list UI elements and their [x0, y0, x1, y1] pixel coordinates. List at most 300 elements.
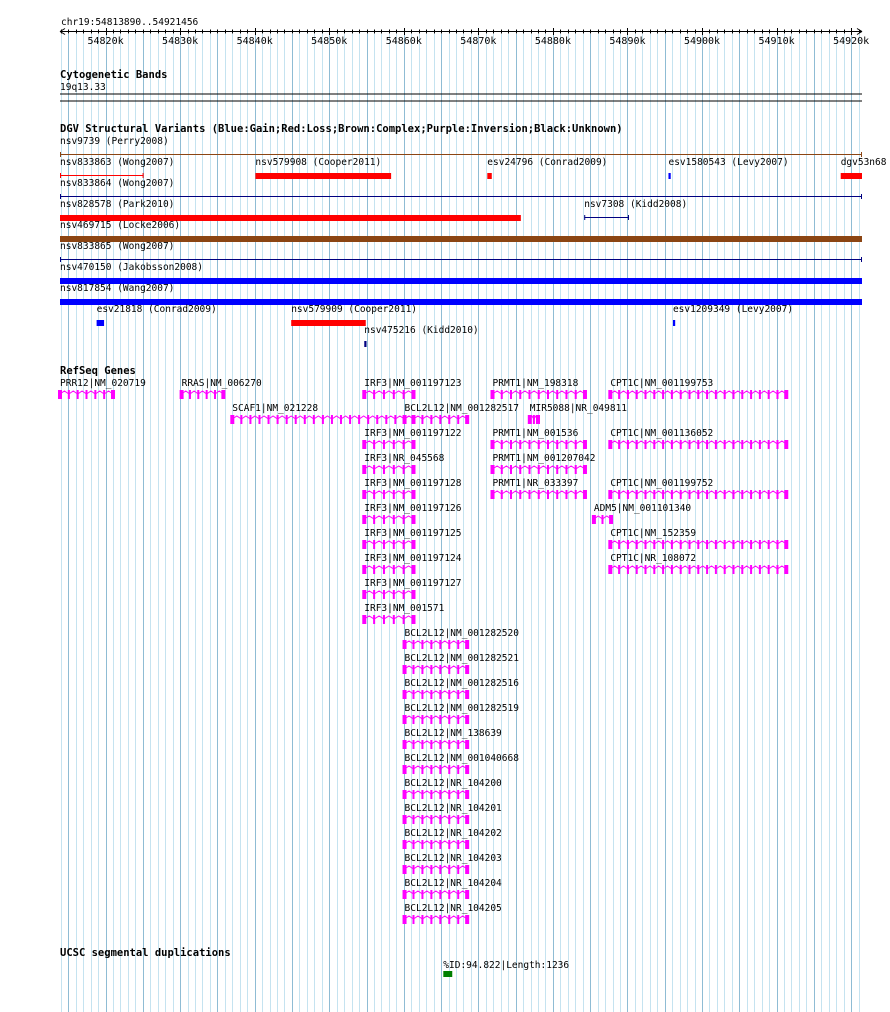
refseq-exon	[671, 440, 673, 449]
dgv-feature-bar	[291, 320, 366, 326]
refseq-exon	[465, 865, 469, 874]
refseq-exon	[448, 765, 450, 774]
refseq-exon	[491, 465, 495, 474]
refseq-exon	[362, 565, 366, 574]
dgv-feature-label: dgv53n68	[840, 157, 887, 168]
refseq-exon	[465, 640, 469, 649]
refseq-exon	[636, 490, 638, 499]
refseq-exon	[627, 390, 629, 399]
refseq-exon	[430, 415, 432, 424]
refseq-exon	[430, 890, 432, 899]
refseq-exon	[362, 440, 366, 449]
refseq-intron	[364, 566, 413, 569]
refseq-exon	[706, 565, 708, 574]
refseq-exon	[393, 565, 395, 574]
refseq-exon	[671, 540, 673, 549]
refseq-exon	[362, 590, 366, 599]
refseq-exon	[448, 640, 450, 649]
refseq-gene[interactable]	[491, 478, 587, 499]
refseq-exon	[510, 390, 512, 399]
refseq-exon	[189, 390, 191, 399]
refseq-exon	[373, 615, 375, 624]
refseq-exon	[373, 440, 375, 449]
refseq-exon	[383, 390, 385, 399]
dgv-feature-cap	[584, 215, 585, 220]
refseq-exon	[608, 440, 612, 449]
refseq-gene[interactable]	[362, 428, 461, 449]
refseq-exon	[439, 840, 441, 849]
refseq-exon	[608, 565, 612, 574]
refseq-exon	[448, 915, 450, 924]
refseq-exon	[439, 715, 441, 724]
refseq-exon	[556, 440, 558, 449]
refseq-exon	[448, 790, 450, 799]
refseq-exon	[645, 440, 647, 449]
refseq-gene[interactable]	[362, 453, 444, 474]
refseq-exon	[510, 440, 512, 449]
refseq-exon	[724, 540, 726, 549]
refseq-gene-label: IRF3|NM_001197128	[364, 478, 462, 489]
refseq-gene[interactable]	[403, 728, 503, 749]
refseq-exon	[627, 490, 629, 499]
refseq-exon	[412, 915, 414, 924]
segdup-feature[interactable]	[443, 960, 569, 977]
refseq-exon	[373, 515, 375, 524]
refseq-exon	[313, 415, 315, 424]
refseq-exon	[741, 540, 743, 549]
refseq-gene[interactable]	[362, 478, 462, 499]
refseq-exon	[403, 665, 407, 674]
refseq-exon	[662, 440, 664, 449]
refseq-exon	[430, 765, 432, 774]
refseq-exon	[411, 440, 415, 449]
refseq-exon	[439, 815, 441, 824]
refseq-intron	[364, 491, 413, 494]
refseq-exon	[741, 440, 743, 449]
refseq-exon	[618, 390, 620, 399]
refseq-gene[interactable]	[362, 553, 462, 574]
dgv-feature-label: nsv828578 (Park2010)	[60, 199, 175, 210]
refseq-gene[interactable]	[362, 378, 461, 399]
refseq-gene-label: IRF3|NM_001197122	[364, 428, 462, 439]
refseq-gene-label: RRAS|NM_006270	[181, 378, 262, 389]
refseq-exon	[465, 765, 469, 774]
refseq-gene[interactable]	[362, 528, 461, 549]
refseq-gene-label: IRF3|NM_001197123	[364, 378, 462, 389]
refseq-exon	[636, 440, 638, 449]
refseq-gene[interactable]	[403, 778, 503, 799]
dgv-feature-bar	[97, 320, 104, 326]
refseq-exon	[768, 490, 770, 499]
refseq-exon	[362, 540, 366, 549]
dgv-feature-label: nsv579909 (Cooper2011)	[291, 304, 418, 315]
refseq-gene-label: BCL2L12|NM_138639	[404, 728, 502, 739]
refseq-gene-label: IRF3|NR_045568	[364, 453, 445, 464]
refseq-exon	[465, 740, 469, 749]
refseq-exon	[784, 540, 788, 549]
refseq-exon	[430, 840, 432, 849]
refseq-exon	[519, 465, 521, 474]
refseq-exon	[457, 690, 459, 699]
refseq-gene-label: PRR12|NM_020719	[60, 378, 146, 389]
dgv-feature-line	[60, 196, 862, 197]
refseq-exon	[565, 490, 567, 499]
refseq-exon	[697, 540, 699, 549]
refseq-exon	[724, 565, 726, 574]
refseq-exon	[457, 890, 459, 899]
refseq-exon	[412, 865, 414, 874]
refseq-exon	[393, 515, 395, 524]
refseq-exon	[784, 390, 788, 399]
refseq-exon	[403, 515, 405, 524]
refseq-exon	[501, 390, 503, 399]
refseq-exon	[671, 390, 673, 399]
refseq-exon	[58, 390, 62, 399]
dgv-feature-label: nsv833863 (Wong2007)	[60, 157, 175, 168]
refseq-exon	[385, 415, 387, 424]
refseq-exon	[421, 690, 423, 699]
refseq-exon	[197, 390, 199, 399]
refseq-track	[58, 378, 788, 924]
refseq-exon	[784, 565, 788, 574]
refseq-exon	[86, 390, 88, 399]
ruler-tick-label: 54820k	[87, 36, 124, 47]
refseq-gene-label: BCL2L12|NM_001282520	[404, 628, 519, 639]
refseq-exon	[403, 540, 405, 549]
refseq-exon	[412, 765, 414, 774]
refseq-exon	[448, 665, 450, 674]
dgv-feature-line	[60, 175, 144, 176]
refseq-exon	[759, 540, 761, 549]
refseq-exon	[491, 490, 495, 499]
refseq-exon	[403, 765, 407, 774]
refseq-exon	[706, 390, 708, 399]
refseq-exon	[724, 390, 726, 399]
refseq-gene[interactable]	[362, 578, 461, 599]
refseq-gene-label: BCL2L12|NR_104201	[404, 803, 502, 814]
refseq-exon	[715, 440, 717, 449]
refseq-exon	[538, 465, 540, 474]
refseq-exon	[741, 490, 743, 499]
refseq-exon	[430, 865, 432, 874]
refseq-exon	[403, 790, 407, 799]
refseq-exon	[411, 515, 415, 524]
refseq-exon	[448, 715, 450, 724]
refseq-exon	[750, 440, 752, 449]
refseq-exon	[706, 440, 708, 449]
dgv-feature-bar	[673, 320, 675, 326]
dgv-feature[interactable]	[291, 304, 417, 326]
refseq-exon	[383, 590, 385, 599]
dgv-feature-label: nsv833864 (Wong2007)	[60, 178, 175, 189]
ruler-tick-label: 54860k	[385, 36, 422, 47]
refseq-exon	[465, 690, 469, 699]
segdup-track	[443, 960, 569, 977]
refseq-gene-label: SCAF1|NM_021228	[232, 403, 319, 414]
dgv-feature[interactable]	[60, 157, 174, 178]
refseq-exon	[457, 640, 459, 649]
refseq-exon	[565, 465, 567, 474]
refseq-exon	[403, 740, 407, 749]
refseq-exon	[403, 915, 407, 924]
refseq-exon	[536, 415, 540, 424]
refseq-exon	[430, 690, 432, 699]
refseq-exon	[680, 490, 682, 499]
dgv-feature-label: nsv470150 (Jakobsson2008)	[60, 262, 203, 273]
dgv-feature-cap	[861, 194, 862, 199]
dgv-feature-bar	[668, 173, 670, 179]
refseq-exon	[636, 565, 638, 574]
refseq-exon	[457, 765, 459, 774]
refseq-exon	[724, 440, 726, 449]
refseq-exon	[362, 615, 366, 624]
refseq-gene[interactable]	[491, 453, 596, 474]
refseq-exon	[430, 640, 432, 649]
refseq-exon	[403, 390, 405, 399]
refseq-exon	[403, 415, 407, 424]
refseq-exon	[662, 390, 664, 399]
refseq-exon	[538, 390, 540, 399]
refseq-exon	[393, 440, 395, 449]
refseq-exon	[741, 390, 743, 399]
refseq-gene[interactable]	[403, 878, 503, 899]
refseq-gene[interactable]	[403, 803, 503, 824]
refseq-exon	[724, 490, 726, 499]
refseq-exon	[403, 840, 407, 849]
refseq-exon	[618, 440, 620, 449]
refseq-exon	[653, 565, 655, 574]
refseq-intron	[364, 616, 413, 619]
refseq-exon	[403, 640, 407, 649]
ruler-tick-label: 54850k	[311, 36, 348, 47]
refseq-exon	[430, 740, 432, 749]
refseq-exon	[575, 490, 577, 499]
refseq-exon	[411, 565, 415, 574]
refseq-exon	[636, 540, 638, 549]
refseq-exon	[362, 465, 366, 474]
dgv-feature[interactable]	[668, 157, 788, 179]
refseq-exon	[68, 390, 70, 399]
refseq-gene-label: BCL2L12|NM_001282519	[404, 703, 519, 714]
refseq-exon	[403, 465, 405, 474]
refseq-gene-label: BCL2L12|NM_001040668	[404, 753, 519, 764]
refseq-exon	[653, 540, 655, 549]
refseq-exon	[383, 515, 385, 524]
refseq-exon	[403, 590, 405, 599]
refseq-gene[interactable]	[592, 503, 692, 524]
refseq-exon	[373, 590, 375, 599]
ruler-tick-label: 54920k	[833, 36, 870, 47]
refseq-exon	[750, 390, 752, 399]
refseq-exon	[528, 415, 532, 424]
refseq-exon	[653, 440, 655, 449]
refseq-exon	[547, 390, 549, 399]
refseq-exon	[653, 390, 655, 399]
refseq-exon	[421, 840, 423, 849]
refseq-exon	[715, 490, 717, 499]
refseq-gene-label: IRF3|NM_001197125	[364, 528, 462, 539]
refseq-exon	[662, 490, 664, 499]
refseq-exon	[732, 390, 734, 399]
refseq-gene-label: BCL2L12|NR_104202	[404, 828, 502, 839]
refseq-exon	[528, 490, 530, 499]
ruler-tick-label: 54880k	[534, 36, 571, 47]
refseq-exon	[421, 740, 423, 749]
refseq-exon	[776, 540, 778, 549]
refseq-gene-label: PRMT1|NR_033397	[492, 478, 579, 489]
refseq-gene[interactable]	[362, 503, 462, 524]
refseq-exon	[538, 440, 540, 449]
refseq-exon	[430, 665, 432, 674]
refseq-intron	[364, 466, 413, 469]
refseq-exon	[412, 715, 414, 724]
dgv-feature-bar	[60, 278, 862, 284]
refseq-exon	[322, 415, 324, 424]
refseq-gene-label: PRMT1|NM_198318	[492, 378, 579, 389]
refseq-exon	[412, 640, 414, 649]
refseq-exon	[214, 390, 216, 399]
refseq-exon	[439, 415, 441, 424]
ruler-tick-label: 54870k	[460, 36, 497, 47]
refseq-exon	[465, 790, 469, 799]
refseq-exon	[411, 490, 415, 499]
dgv-feature[interactable]	[60, 199, 521, 221]
dgv-feature-line	[584, 217, 629, 218]
refseq-exon	[439, 640, 441, 649]
refseq-exon	[759, 490, 761, 499]
refseq-exon	[750, 565, 752, 574]
dgv-feature-label: nsv7308 (Kidd2008)	[584, 199, 688, 210]
refseq-exon	[501, 440, 503, 449]
refseq-exon	[448, 690, 450, 699]
refseq-exon	[373, 540, 375, 549]
refseq-exon	[412, 790, 414, 799]
refseq-exon	[510, 490, 512, 499]
dgv-feature[interactable]	[97, 304, 217, 326]
dgv-feature-label: nsv475216 (Kidd2010)	[364, 325, 479, 336]
refseq-intron	[364, 591, 413, 594]
refseq-exon	[601, 515, 603, 524]
refseq-gene[interactable]	[362, 603, 444, 624]
refseq-exon	[575, 440, 577, 449]
refseq-exon	[689, 440, 691, 449]
refseq-exon	[421, 765, 423, 774]
refseq-exon	[732, 440, 734, 449]
refseq-exon	[689, 540, 691, 549]
refseq-exon	[393, 465, 395, 474]
refseq-exon	[403, 565, 405, 574]
refseq-gene-label: IRF3|NM_001197127	[364, 578, 462, 589]
ruler-tick-label: 54900k	[683, 36, 721, 47]
refseq-exon	[373, 565, 375, 574]
refseq-exon	[421, 815, 423, 824]
refseq-exon	[457, 740, 459, 749]
refseq-gene[interactable]	[491, 428, 587, 449]
refseq-exon	[383, 465, 385, 474]
refseq-exon	[403, 865, 407, 874]
refseq-exon	[340, 415, 342, 424]
dgv-feature[interactable]	[255, 157, 391, 179]
refseq-exon	[457, 840, 459, 849]
refseq-exon	[421, 915, 423, 924]
dgv-feature-label: esv1209349 (Levy2007)	[672, 304, 794, 315]
refseq-exon	[465, 815, 469, 824]
refseq-exon	[608, 390, 612, 399]
refseq-exon	[533, 415, 535, 424]
dgv-feature[interactable]	[673, 304, 793, 326]
refseq-exon	[430, 790, 432, 799]
refseq-exon	[403, 815, 407, 824]
refseq-exon	[421, 715, 423, 724]
refseq-exon	[750, 490, 752, 499]
refseq-exon	[556, 490, 558, 499]
dgv-feature-bar	[487, 173, 491, 179]
dgv-feature[interactable]	[841, 157, 887, 179]
refseq-exon	[277, 415, 279, 424]
refseq-exon	[627, 440, 629, 449]
refseq-intron	[364, 541, 413, 544]
dgv-feature-label: nsv817854 (Wang2007)	[60, 283, 175, 294]
refseq-exon	[759, 440, 761, 449]
refseq-exon	[680, 440, 682, 449]
refseq-gene[interactable]	[180, 378, 262, 399]
refseq-exon	[671, 565, 673, 574]
cyto-track-title: Cytogenetic Bands	[60, 69, 168, 81]
refseq-exon	[528, 390, 530, 399]
refseq-exon	[662, 540, 664, 549]
locus-label: chr19:54813890..54921456	[61, 17, 199, 28]
refseq-gene-label: CPT1C|NM_001136052	[610, 428, 714, 439]
dgv-feature[interactable]	[487, 157, 607, 179]
refseq-exon	[491, 390, 495, 399]
refseq-exon	[491, 440, 495, 449]
refseq-exon	[575, 465, 577, 474]
refseq-gene[interactable]	[58, 378, 146, 399]
refseq-exon	[411, 615, 415, 624]
refseq-gene-label: CPT1C|NR_108072	[610, 553, 697, 564]
refseq-exon	[448, 415, 450, 424]
dgv-feature-label: nsv9739 (Perry2008)	[60, 136, 169, 147]
refseq-exon	[403, 615, 405, 624]
refseq-exon	[741, 565, 743, 574]
refseq-exon	[286, 415, 288, 424]
refseq-exon	[715, 390, 717, 399]
refseq-gene[interactable]	[528, 403, 628, 424]
refseq-exon	[547, 465, 549, 474]
refseq-gene-label: PRMT1|NM_001536	[492, 428, 579, 439]
refseq-exon	[776, 565, 778, 574]
refseq-exon	[538, 490, 540, 499]
refseq-gene-label: BCL2L12|NR_104200	[404, 778, 502, 789]
refseq-exon	[358, 415, 360, 424]
refseq-exon	[373, 390, 375, 399]
refseq-exon	[394, 415, 396, 424]
refseq-exon	[565, 440, 567, 449]
refseq-exon	[412, 890, 414, 899]
refseq-exon	[421, 865, 423, 874]
refseq-exon	[421, 415, 423, 424]
refseq-exon	[331, 415, 333, 424]
cyto-band-label: 19q13.33	[60, 82, 106, 93]
refseq-exon	[583, 490, 587, 499]
refseq-exon	[519, 490, 521, 499]
refseq-exon	[556, 390, 558, 399]
refseq-exon	[94, 390, 96, 399]
refseq-gene[interactable]	[491, 378, 587, 399]
refseq-exon	[439, 865, 441, 874]
refseq-exon	[618, 565, 620, 574]
refseq-exon	[680, 390, 682, 399]
